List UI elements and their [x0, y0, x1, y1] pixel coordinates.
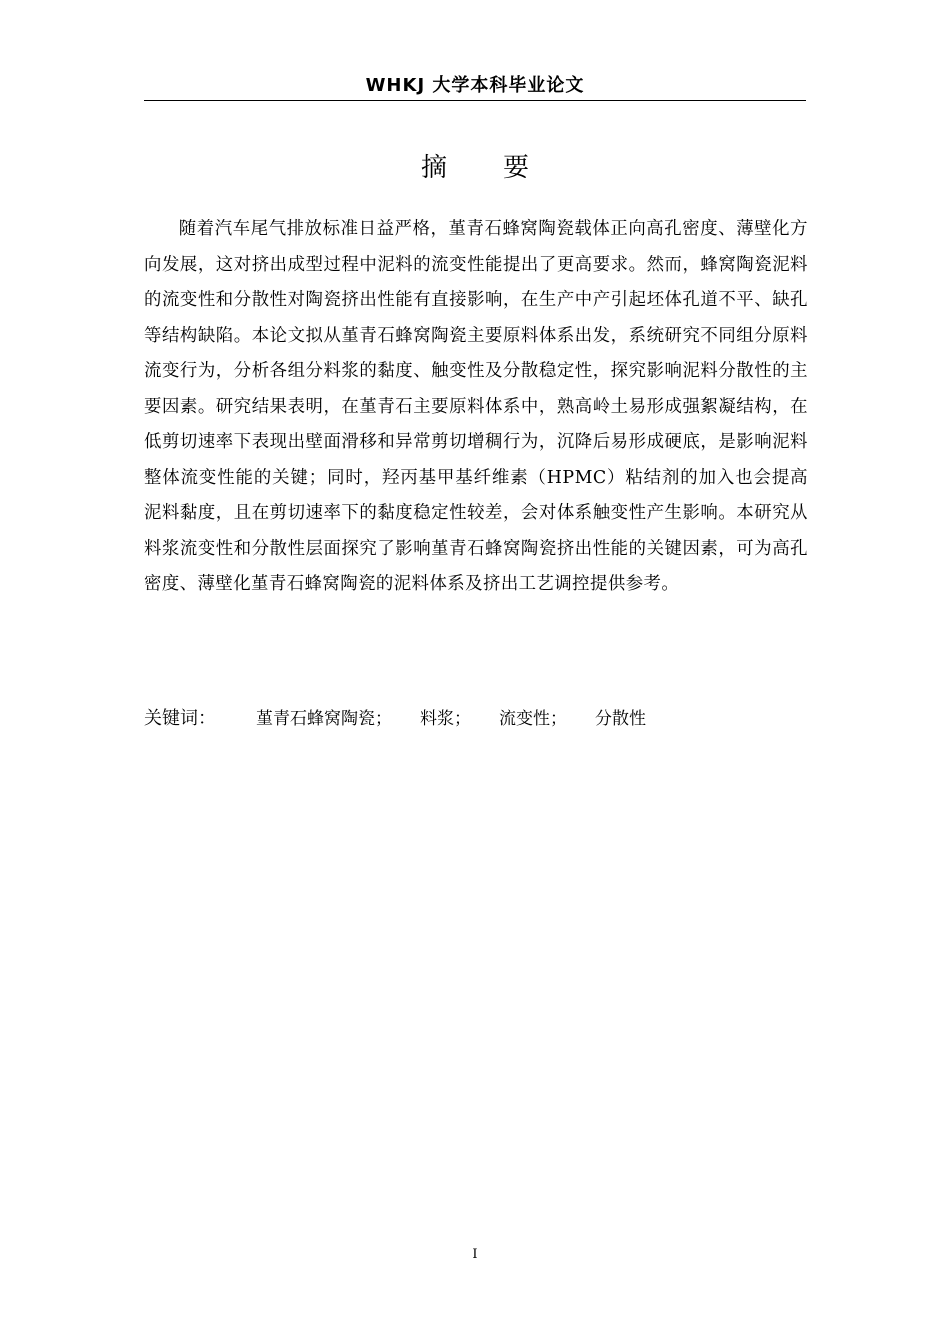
keyword-separator: ；	[375, 709, 392, 729]
keyword-separator: ；	[550, 709, 567, 729]
keyword-item: 流变性	[499, 709, 550, 729]
keyword-item: 分散性	[595, 709, 646, 729]
keyword-item: 料浆	[420, 709, 454, 729]
abstract-heading-char: 摘	[420, 153, 447, 183]
keyword-separator: ；	[454, 709, 471, 729]
abstract-heading	[144, 148, 806, 188]
page-number: I	[472, 1247, 478, 1262]
keyword-item: 堇青石蜂窝陶瓷	[256, 709, 375, 729]
keywords-label: 关键词：	[144, 708, 216, 729]
abstract-heading-char: 要	[503, 153, 530, 183]
abstract-body: 随着汽车尾气排放标准日益严格，堇青石蜂窝陶瓷载体正向高孔密度、薄壁化方向发展，这对挤出成型过程中泥料的流变性能提出了更高要求。然而，蜂窝陶瓷泥料的流变性和分散性对陶瓷挤出性能有直接影响，在生产中产引起坯体孔道不平、缺孔等结构缺陷。本论文拟从堇青石蜂窝陶瓷主要原料体系出发，系统研究不同组分原料流变行为，分析各组分料浆的黏度、触变性及分散稳定性，探究影响泥料分散性的主要因素。研究结果表明，在堇青石主要原料体系中，熟高岭土易形成强絮凝结构，在低剪切速率下表现出壁面滑移和异常剪切增稠行为，沉降后易形成硬底，是影响泥料整体流变性能的关键；同时，羟丙基甲基纤维素（HPMC）粘结剂的加入也会提高泥料黏度，且在剪切速率下的黏度稳定性较差，会对体系触变性产生影响。本研究从料浆流变性和分散性层面探究了影响堇青石蜂窝陶瓷挤出性能的关键因素，可为高孔密度、薄壁化堇青石蜂窝陶瓷的泥料体系及挤出工艺调控提供参考。	[144, 219, 808, 594]
running-header: WHKJ 大学本科毕业论文	[365, 75, 585, 96]
header-divider	[144, 100, 806, 101]
keywords-line	[144, 703, 646, 735]
